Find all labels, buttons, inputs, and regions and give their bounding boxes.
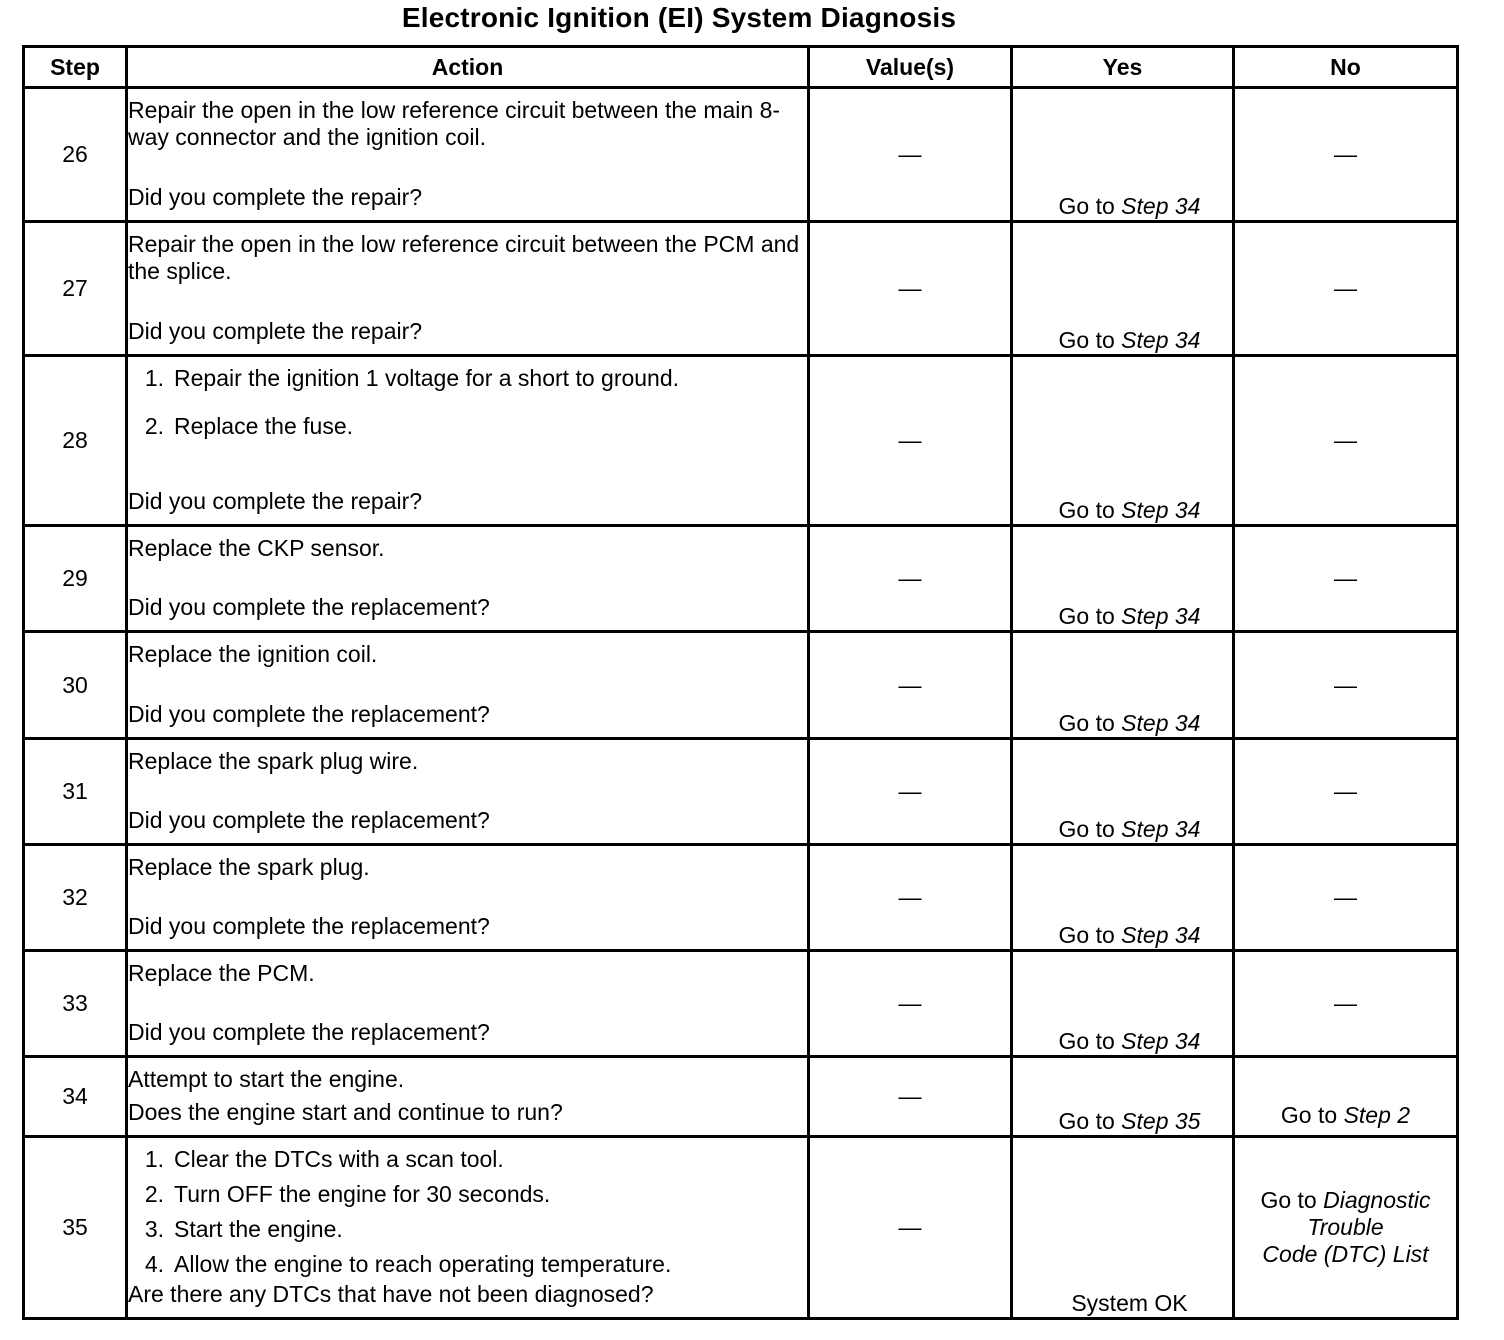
yes-step-link[interactable]: Step 34 [1121,1028,1201,1054]
no-cell: — [1234,845,1458,951]
yes-step-link[interactable]: Step 35 [1121,1108,1201,1134]
yes-prefix: Go to [1058,193,1122,219]
yes-cell [1012,845,1234,951]
yes-prefix: Go to [1058,1108,1122,1134]
table-row [24,1137,1458,1319]
yes-cell [1012,1137,1234,1319]
yes-cell [1012,739,1234,845]
yes-prefix: Go to [1058,603,1122,629]
action-text: Replace the spark plug. [128,854,370,880]
yes-step-link[interactable]: Step 34 [1121,816,1201,842]
action-cell [127,845,809,951]
list-item-text: Repair the ignition 1 voltage for a short to ground. [174,365,680,391]
value-cell: — [809,222,1012,356]
no-step-link[interactable]: Step 2 [1343,1102,1411,1128]
yes-step-link[interactable]: Step 34 [1121,603,1201,629]
yes-step-link[interactable]: Step 34 [1121,710,1201,736]
yes-step-link[interactable]: Step 34 [1121,327,1201,353]
yes-prefix: Go to [1058,327,1122,353]
list-item-text: Clear the DTCs with a scan tool. [174,1146,504,1172]
table-row [24,222,1458,356]
yes-cell [1012,632,1234,739]
diagnosis-table [22,45,1459,1320]
yes-cell [1012,526,1234,632]
action-text: Replace the spark plug wire. [128,748,419,774]
action-question: Did you complete the replacement? [128,1019,490,1045]
step-number: 29 [24,526,127,632]
header-values: Value(s) [809,47,1012,88]
no-cell: — [1234,632,1458,739]
page-title: Electronic Ignition (EI) System Diagnosis [401,2,957,33]
no-cell: — [1234,739,1458,845]
no-prefix: Go to [1260,1187,1324,1213]
table-row [24,1057,1458,1137]
table-row [24,88,1458,222]
action-cell [127,1137,809,1319]
action-question: Are there any DTCs that have not been diagnosed? [128,1281,654,1307]
action-question: Did you complete the replacement? [128,594,490,620]
action-text: Repair the open in the low reference circuit between the PCM and the splice. [128,231,800,284]
no-link-line[interactable]: Trouble [1307,1214,1384,1240]
yes-step-link[interactable]: Step 34 [1121,922,1201,948]
value-cell: — [809,356,1012,526]
no-prefix: Go to [1280,1102,1344,1128]
action-cell [127,526,809,632]
table-row [24,951,1458,1057]
header-no: No [1234,47,1458,88]
action-cell [127,356,809,526]
yes-cell [1012,1057,1234,1137]
action-text: Replace the CKP sensor. [128,535,385,561]
no-cell: — [1234,88,1458,222]
action-cell [127,1057,809,1137]
action-list [128,357,807,461]
action-question: Did you complete the replacement? [128,807,490,833]
yes-prefix: Go to [1058,710,1122,736]
list-item-text: Replace the fuse. [174,413,354,439]
yes-prefix: Go to [1058,497,1122,523]
value-cell: — [809,632,1012,739]
value-cell: — [809,845,1012,951]
yes-step-link[interactable]: Step 34 [1121,497,1201,523]
list-item: 2. Turn OFF the engine for 30 seconds. [144,1181,551,1207]
step-number: 31 [24,739,127,845]
step-number: 32 [24,845,127,951]
action-question: Does the engine start and continue to run? [128,1099,563,1125]
table-row [24,632,1458,739]
step-number: 26 [24,88,127,222]
value-cell: — [809,951,1012,1057]
action-list [128,1138,807,1278]
header-action: Action [127,47,809,88]
table-row [24,739,1458,845]
yes-system-ok: System OK [1071,1290,1188,1316]
no-link-line[interactable]: Code (DTC) List [1262,1241,1429,1267]
list-item: 1. Clear the DTCs with a scan tool. [144,1146,504,1172]
action-cell [127,951,809,1057]
action-question: Did you complete the repair? [128,184,423,210]
yes-cell [1012,356,1234,526]
value-cell: — [809,1137,1012,1319]
yes-prefix: Go to [1058,922,1122,948]
action-text: Repair the open in the low reference circuit between the main 8-way connector and the ignition coil. [128,97,781,150]
value-cell: — [809,526,1012,632]
no-cell [1234,1057,1458,1137]
table-row [24,526,1458,632]
yes-step-link[interactable]: Step 34 [1121,193,1201,219]
header-step: Step [24,47,127,88]
list-item: 3. Start the engine. [144,1216,343,1242]
action-question: Did you complete the replacement? [128,701,490,727]
step-number: 27 [24,222,127,356]
table-row [24,356,1458,526]
action-question: Did you complete the repair? [128,318,423,344]
list-item: 1. Repair the ignition 1 voltage for a short to ground. [144,365,680,391]
action-cell [127,632,809,739]
action-text: Attempt to start the engine. [128,1066,405,1092]
action-text: Replace the ignition coil. [128,641,378,667]
no-link-line[interactable]: Diagnostic [1323,1187,1431,1213]
list-item-text: Start the engine. [174,1216,343,1242]
table-header-row [24,47,1458,88]
action-cell [127,222,809,356]
value-cell: — [809,88,1012,222]
yes-prefix: Go to [1058,1028,1122,1054]
step-number: 33 [24,951,127,1057]
list-item: 2. Replace the fuse. [144,413,354,439]
step-number: 28 [24,356,127,526]
list-item-text: Turn OFF the engine for 30 seconds. [174,1181,551,1207]
value-cell: — [809,1057,1012,1137]
no-cell: — [1234,526,1458,632]
action-cell [127,88,809,222]
no-cell: — [1234,222,1458,356]
yes-prefix: Go to [1058,816,1122,842]
step-number: 35 [24,1137,127,1319]
action-cell [127,739,809,845]
no-cell: — [1234,356,1458,526]
action-question: Did you complete the replacement? [128,913,490,939]
no-cell: — [1234,951,1458,1057]
table-row [24,845,1458,951]
step-number: 30 [24,632,127,739]
action-question: Did you complete the repair? [128,488,423,514]
step-number: 34 [24,1057,127,1137]
value-cell: — [809,739,1012,845]
list-item: 4. Allow the engine to reach operating temperature. [144,1251,672,1277]
no-cell [1234,1137,1458,1319]
action-text: Replace the PCM. [128,960,315,986]
header-yes: Yes [1012,47,1234,88]
yes-cell [1012,951,1234,1057]
yes-cell [1012,222,1234,356]
yes-cell [1012,88,1234,222]
list-item-text: Allow the engine to reach operating temperature. [174,1251,672,1277]
